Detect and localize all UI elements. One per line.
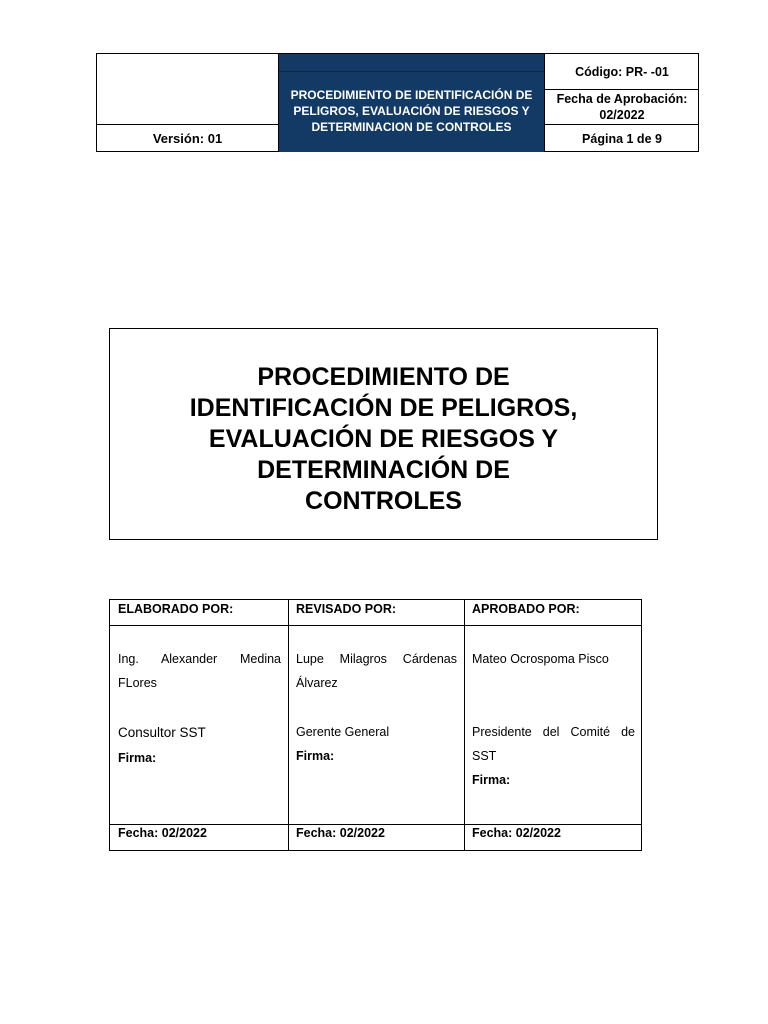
approved-date: Fecha: 02/2022 <box>472 826 561 840</box>
page-number: Página 1 de 9 <box>545 124 699 152</box>
reviewed-name-line: Álvarez <box>296 676 338 690</box>
column-heading: APROBADO POR: <box>472 602 580 616</box>
elaborated-name-line: Ing. Alexander Medina <box>118 652 281 666</box>
title-line: CONTROLES <box>305 487 462 515</box>
title-line: IDENTIFICACIÓN DE PELIGROS, <box>189 394 578 422</box>
document-title <box>130 362 637 517</box>
approved-role-line: Presidente del Comité de <box>472 725 635 739</box>
column-heading: REVISADO POR: <box>296 602 397 616</box>
column-divider <box>288 600 289 850</box>
document-title-box <box>109 328 658 540</box>
signature-label: Firma: <box>296 749 335 763</box>
approved-role-line: SST <box>472 749 497 763</box>
document-header <box>96 53 699 152</box>
approved-name: Mateo Ocrospoma Pisco <box>472 652 609 666</box>
title-line: EVALUACIÓN DE RIESGOS Y <box>208 425 559 453</box>
logo-placeholder <box>97 54 278 124</box>
elaborated-date: Fecha: 02/2022 <box>118 826 207 840</box>
reviewed-date: Fecha: 02/2022 <box>296 826 385 840</box>
version-label: Versión: 01 <box>97 124 278 152</box>
header-title: PROCEDIMIENTO DE IDENTIFICACIÓN DE PELIGROS, EVALUACIÓN DE RIESGOS Y DETERMINACION DE CONTROLES <box>290 88 533 134</box>
approval-date-label: Fecha de Aprobación: <box>556 92 688 106</box>
signature-label: Firma: <box>118 751 157 765</box>
reviewed-name-line: Lupe Milagros Cárdenas <box>296 652 457 666</box>
elaborated-role: Consultor SST <box>118 725 206 740</box>
signature-table <box>109 599 642 851</box>
title-line: PROCEDIMIENTO DE <box>257 363 510 391</box>
approval-date-value: 02/2022 <box>599 108 645 122</box>
approval-date-cell <box>545 90 699 124</box>
document-code: Código: PR- -01 <box>545 54 699 90</box>
header-title-band <box>279 54 544 72</box>
reviewed-role: Gerente General <box>296 725 390 739</box>
row-divider <box>110 625 641 626</box>
column-divider <box>464 600 465 850</box>
header-title-cell <box>278 54 545 152</box>
title-line: DETERMINACIÓN DE <box>257 456 510 484</box>
signature-label: Firma: <box>472 773 511 787</box>
row-divider <box>110 824 641 825</box>
elaborated-name-line: FLores <box>118 676 157 690</box>
column-heading: ELABORADO POR: <box>118 602 234 616</box>
